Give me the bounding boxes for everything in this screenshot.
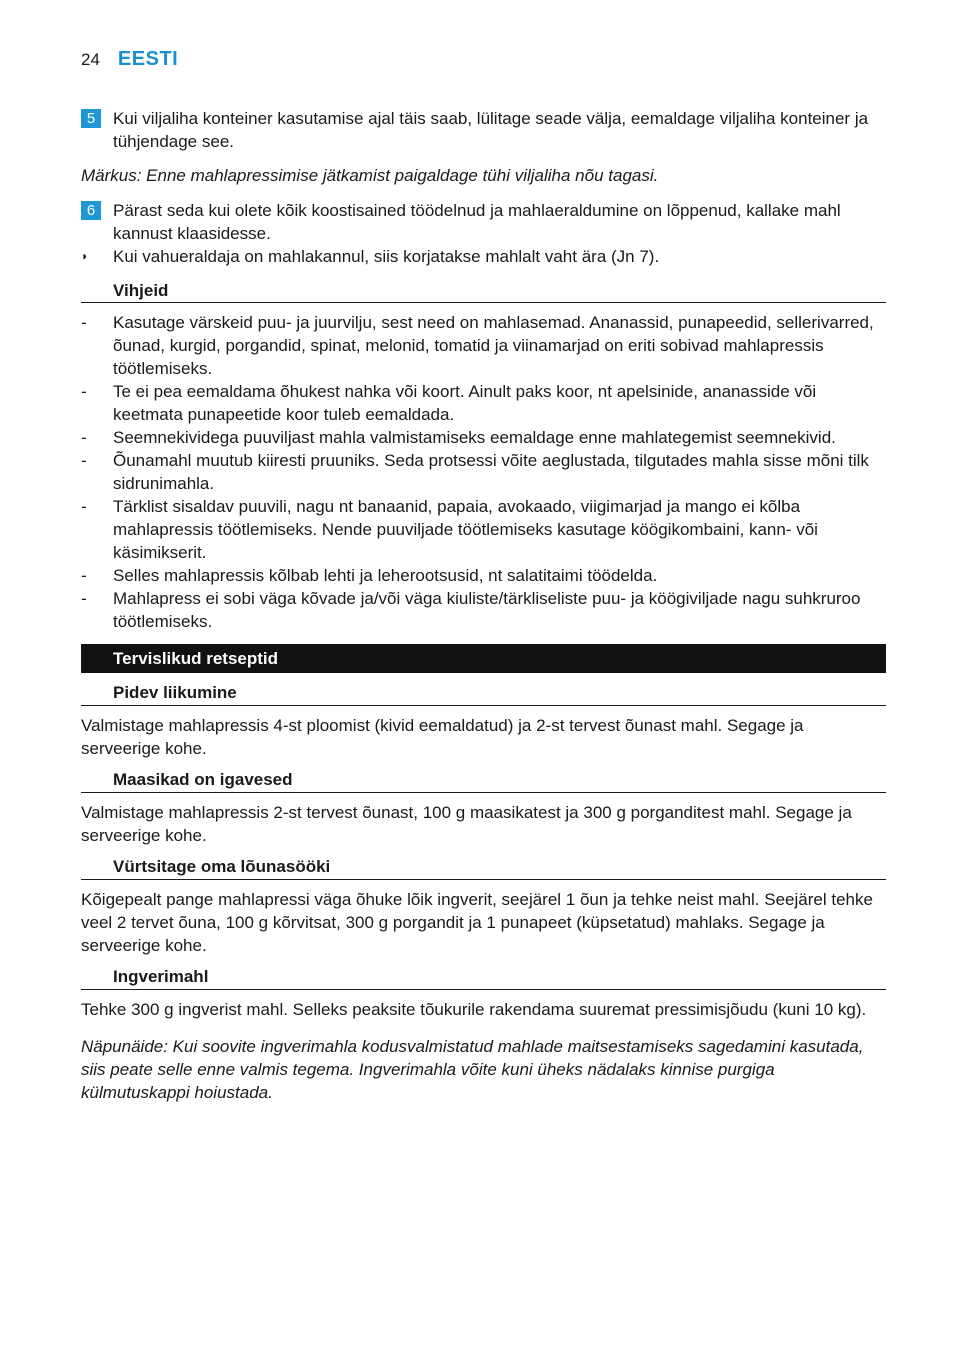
dash-marker: - bbox=[81, 313, 87, 332]
page-header bbox=[81, 48, 178, 74]
language-label: EESTI bbox=[117, 48, 179, 70]
list-item bbox=[81, 564, 886, 587]
tip-text: Selles mahlapressis kõlbab lehti ja leherootsusid, nt salatitaimi töödelda. bbox=[113, 566, 658, 585]
tip-text: Mahlapress ei sobi väga kõvade ja/või väga kiuliste/tärkliseliste puu- ja köögiviljade nagu suhkruroo töötlemiseks. bbox=[113, 589, 861, 631]
recipe-text: Kõigepealt pange mahlapressi väga õhuke lõik ingverit, seejärel 1 õun ja tehke neist mahl. Seejärel tehke veel 2 tervet õuna, 100 g kõrvitsat, 300 g porgandit ja 1 punapeet (küpsetatud) mahlaks. Segage ja serveerige kohe. bbox=[81, 890, 873, 955]
step-5 bbox=[81, 107, 886, 153]
step-text: Kui viljaliha konteiner kasutamise ajal täis saab, lülitage seade välja, eemaldage viljaliha konteiner ja tühjendage see. bbox=[113, 109, 869, 151]
dash-marker: - bbox=[81, 451, 87, 470]
step-number-badge: 5 bbox=[81, 109, 101, 128]
list-item bbox=[81, 449, 886, 495]
bullet-icon: ◗ bbox=[81, 249, 89, 263]
tip-text: Te ei pea eemaldama õhukest nahka või koort. Ainult paks koor, nt apelsinide, ananasside või keetmata punapeetide koor tuleb eemaldada. bbox=[113, 382, 817, 424]
list-item bbox=[81, 426, 886, 449]
dash-marker: - bbox=[81, 589, 87, 608]
bullet-text: Kui vahueraldaja on mahlakannul, siis korjatakse mahlalt vaht ära (Jn 7). bbox=[113, 247, 660, 266]
dash-marker: - bbox=[81, 497, 87, 516]
tip-text: Seemnekividega puuviljast mahla valmistamiseks eemaldage enne mahlategemist seemnekivid. bbox=[113, 428, 836, 447]
recipe-title: Maasikad on igavesed bbox=[81, 768, 886, 793]
step-text: Pärast seda kui olete kõik koostisained töödelnud ja mahlaeraldumine on lõppenud, kallake mahl kannust klaasidesse. bbox=[113, 201, 841, 243]
recipe-text: Tehke 300 g ingverist mahl. Selleks peaksite tõukurile rakendama suuremat pressimisjõudu (kuni 10 kg). bbox=[81, 1000, 867, 1019]
page-number: 24 bbox=[81, 50, 100, 69]
tip-text: Kasutage värskeid puu- ja juurvilju, sest need on mahlasemad. Ananassid, punapeedid, sellerivarred, õunad, kurgid, porgandid, spinat, melonid, tomatid ja viinamarjad on eriti sobivad mahlapressis töötlemiseks. bbox=[113, 313, 874, 378]
tips-heading: Vihjeid bbox=[81, 279, 886, 303]
result-bullet bbox=[81, 245, 886, 268]
step-number-badge: 6 bbox=[81, 201, 101, 220]
dash-marker: - bbox=[81, 566, 87, 585]
list-item bbox=[81, 311, 886, 380]
tip-text: Tärklist sisaldav puuvili, nagu nt banaanid, papaia, avokaado, viigimarjad ja mango ei kõlba mahlapressis töötlemiseks. Nende puuviljade töötlemiseks kasutage köögikombaini, kann- või käsimikserit. bbox=[113, 497, 818, 562]
dash-marker: - bbox=[81, 382, 87, 401]
tips-list bbox=[81, 311, 886, 633]
recipe-title: Vürtsitage oma lõunasööki bbox=[81, 855, 886, 880]
tip-text: Õunamahl muutub kiiresti pruuniks. Seda protsessi võite aeglustada, tilgutades mahla sisse mõni tilk sidrunimahla. bbox=[113, 451, 869, 493]
dash-marker: - bbox=[81, 428, 87, 447]
step-6 bbox=[81, 199, 886, 245]
recipes-section-title: Tervislikud retseptid bbox=[81, 644, 886, 673]
list-item bbox=[81, 587, 886, 633]
note-text: Märkus: Enne mahlapressimise jätkamist paigaldage tühi viljaliha nõu tagasi. bbox=[81, 166, 659, 185]
recipe-text: Valmistage mahlapressis 2-st tervest õunast, 100 g maasikatest ja 300 g porganditest mahl. Segage ja serveerige kohe. bbox=[81, 803, 852, 845]
recipe-text: Valmistage mahlapressis 4-st ploomist (kivid eemaldatud) ja 2-st tervest õunast mahl. Segage ja serveerige kohe. bbox=[81, 716, 804, 758]
page-content bbox=[81, 107, 886, 1104]
recipe-title: Ingverimahl bbox=[81, 965, 886, 990]
hint-text: Näpunäide: Kui soovite ingverimahla kodusvalmistatud mahlade maitsestamiseks sagedamini kasutada, siis peate selle enne valmis tegema. Ingverimahla võite kuni üheks nädalaks kinnise purgiga külmutuskappi hoiustada. bbox=[81, 1037, 864, 1102]
list-item bbox=[81, 380, 886, 426]
list-item bbox=[81, 495, 886, 564]
recipe-title: Pidev liikumine bbox=[81, 681, 886, 706]
